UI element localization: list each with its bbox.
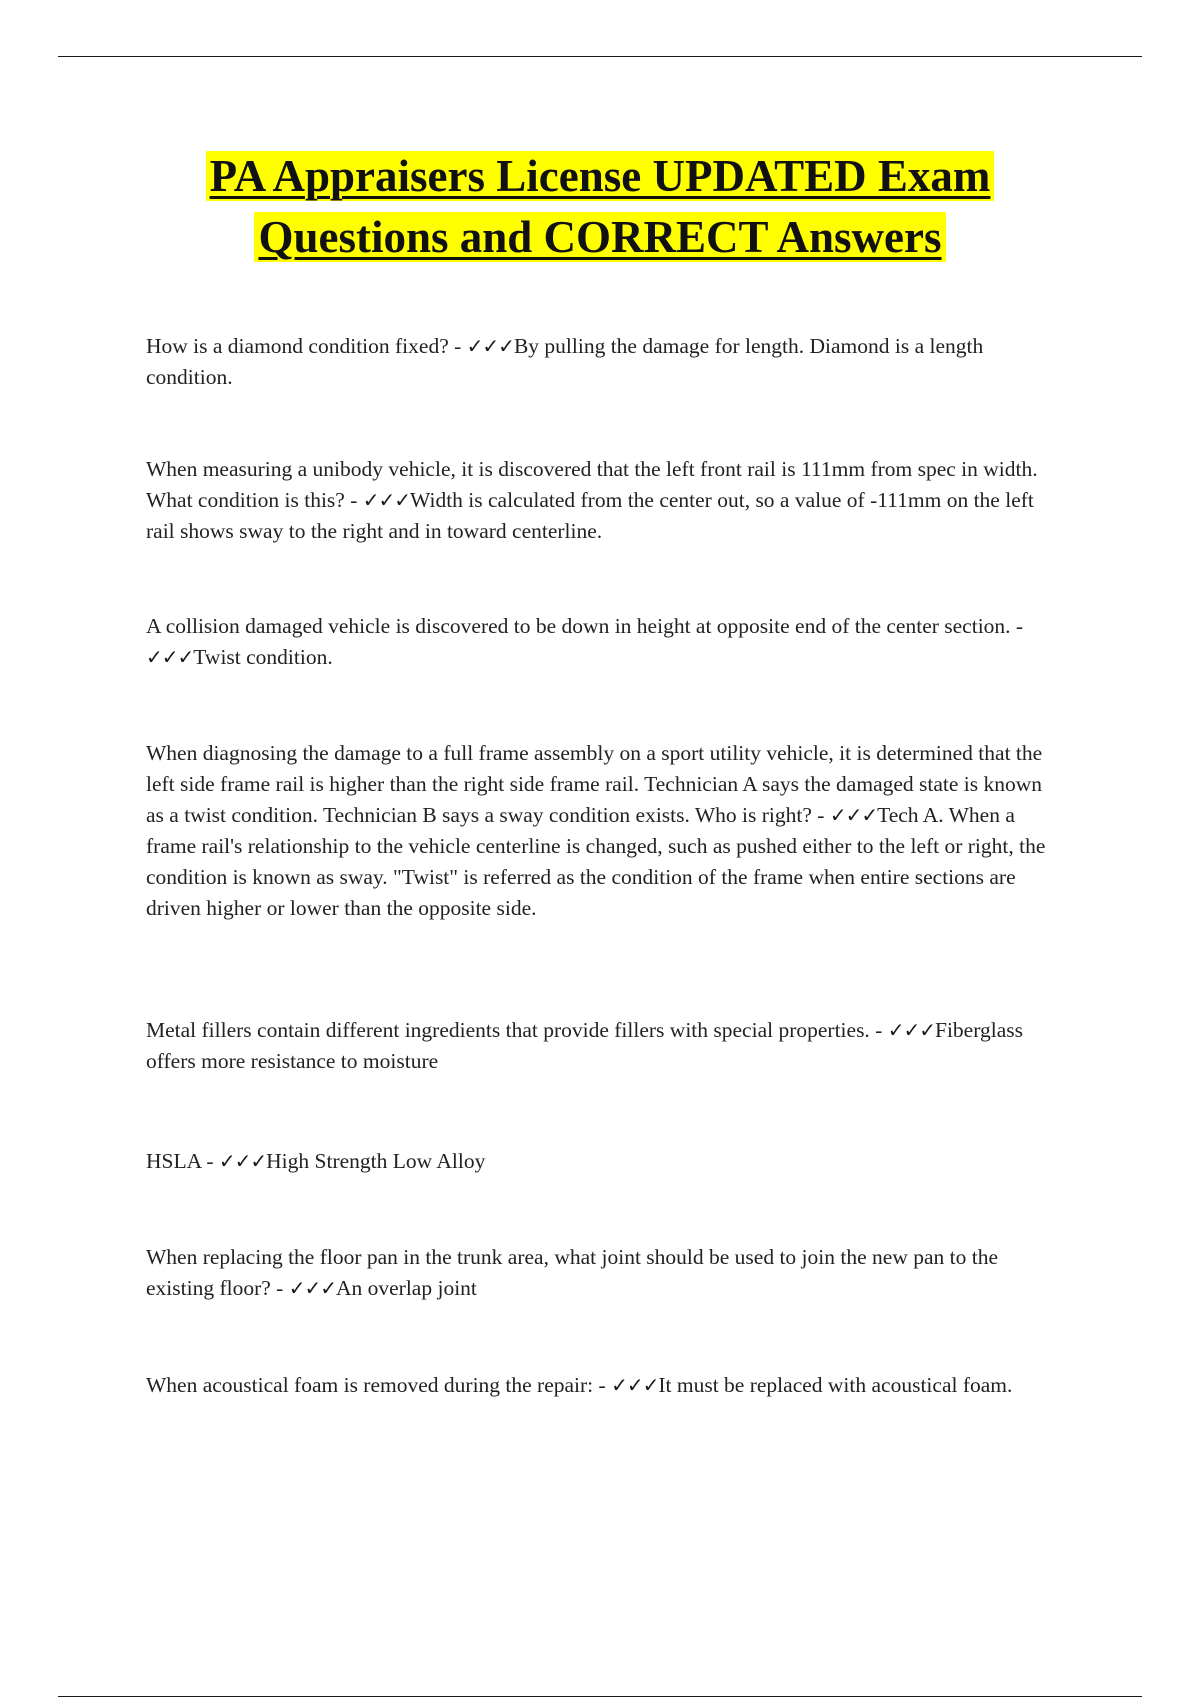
- answer-text: Twist condition.: [193, 645, 333, 669]
- answer-text: It must be replaced with acoustical foam.: [658, 1373, 1013, 1397]
- checkmark-icon: ✓✓✓: [288, 1276, 336, 1300]
- qa-item-7: [146, 1242, 1056, 1304]
- question-text: When acoustical foam is removed during the repair: -: [146, 1373, 612, 1397]
- answer-text: An overlap joint: [335, 1276, 477, 1300]
- question-text: When replacing the floor pan in the trunk area, what joint should be used to join the new pan to the existing floor? -: [146, 1245, 999, 1300]
- qa-item-6: [146, 1146, 1056, 1177]
- checkmark-icon: ✓✓✓: [218, 1149, 267, 1173]
- header-rule: [58, 56, 1142, 57]
- answer-text: By pulling the damage for length. Diamond is a length condition.: [146, 334, 984, 389]
- qa-item-4: [146, 738, 1056, 924]
- checkmark-icon: ✓✓✓: [362, 488, 411, 512]
- question-text: HSLA -: [146, 1149, 219, 1173]
- answer-text: Width is calculated from the center out, so a value of -111mm on the left rail shows sway to the right and in toward centerline.: [146, 488, 1034, 543]
- qa-item-3: [146, 611, 1056, 673]
- page-title: [0, 146, 1200, 268]
- checkmark-icon: ✓✓✓: [829, 803, 878, 827]
- checkmark-icon: ✓✓✓: [887, 1018, 935, 1042]
- qa-item-5: [146, 1015, 1056, 1077]
- question-text: When diagnosing the damage to a full frame assembly on a sport utility vehicle, it is determined that the left side frame rail is higher than the right side frame rail. Technician A says the damaged state is known as a twist condition. Technician B says a sway condition exists. Who is right? -: [146, 741, 1043, 827]
- question-text: Metal fillers contain different ingredients that provide fillers with special properties. -: [146, 1018, 888, 1042]
- question-text: A collision damaged vehicle is discovered to be down in height at opposite end of the center section. -: [146, 614, 1024, 638]
- qa-item-8: [146, 1370, 1056, 1401]
- checkmark-icon: ✓✓✓: [146, 645, 194, 669]
- question-text: When measuring a unibody vehicle, it is discovered that the left front rail is 111mm from spec in width. What condition is this? -: [146, 457, 1038, 512]
- footer-rule: [58, 1696, 1142, 1697]
- qa-item-2: [146, 454, 1056, 547]
- question-text: How is a diamond condition fixed? -: [146, 334, 467, 358]
- qa-item-1: [146, 331, 1056, 393]
- answer-text: Fiberglass offers more resistance to moisture: [146, 1018, 1023, 1073]
- title-line-2: Questions and CORRECT Answers: [254, 212, 945, 262]
- title-line-1: PA Appraisers License UPDATED Exam: [206, 151, 995, 201]
- answer-text: Tech A. When a frame rail's relationship to the vehicle centerline is changed, such as pushed either to the left or right, the condition is known as sway. "Twist" is referred as the condition of the frame when entire sections are driven higher or lower than the opposite side.: [146, 803, 1046, 920]
- checkmark-icon: ✓✓✓: [611, 1373, 659, 1397]
- answer-text: High Strength Low Alloy: [266, 1149, 486, 1173]
- checkmark-icon: ✓✓✓: [466, 334, 514, 358]
